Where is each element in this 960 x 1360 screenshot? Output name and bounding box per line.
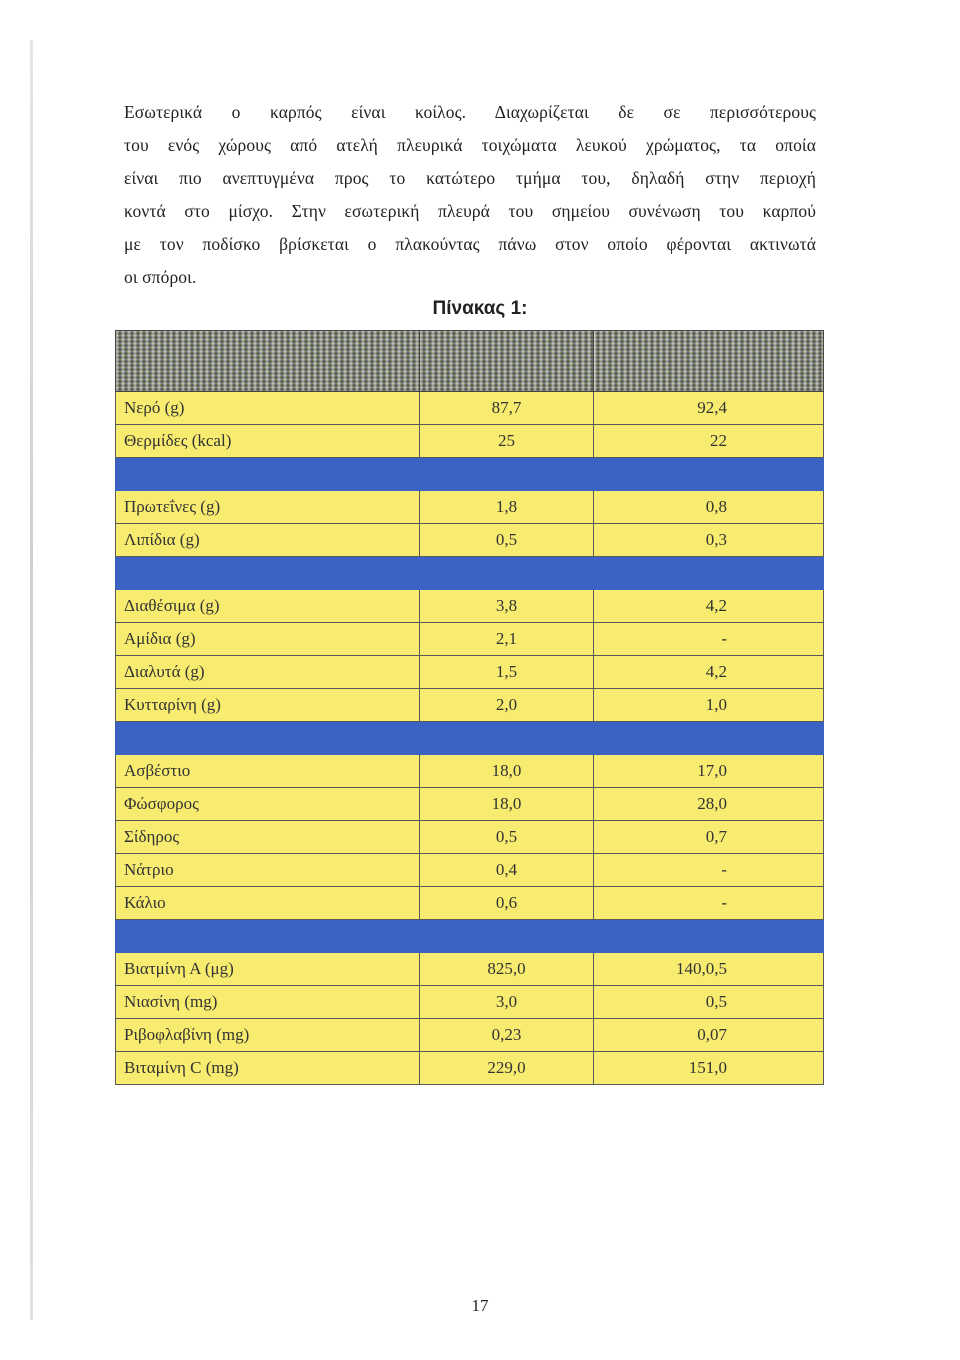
paragraph-line: κοντά στο μίσχο. Στην εσωτερική πλευρά του σημείου συνένωση του καρπού	[124, 201, 816, 221]
row-value-1: 87,7	[420, 392, 594, 425]
table-row	[116, 392, 824, 425]
row-value-1: 3,0	[420, 986, 594, 1019]
scan-edge	[30, 40, 33, 1320]
row-value-2: 151,0	[594, 1052, 824, 1085]
row-value-1: 229,0	[420, 1052, 594, 1085]
paragraph-line: με τον ποδίσκο βρίσκεται ο πλακούντας πάνω στον οποίο φέρονται ακτινωτά	[124, 234, 816, 254]
row-label: Διαλυτά (g)	[116, 656, 420, 689]
header-cell-noise	[594, 331, 824, 392]
table-row	[116, 491, 824, 524]
row-value-2: 92,4	[594, 392, 824, 425]
row-label: Βιατμίνη Α (μg)	[116, 953, 420, 986]
row-value-2: -	[594, 623, 824, 656]
row-value-2: 140,0,5	[594, 953, 824, 986]
row-value-1: 0,5	[420, 524, 594, 557]
table-row	[116, 821, 824, 854]
row-value-2: 4,2	[594, 590, 824, 623]
row-value-2: 17,0	[594, 755, 824, 788]
section-band	[116, 920, 824, 953]
table-row	[116, 788, 824, 821]
table-row	[116, 1019, 824, 1052]
row-label: Φώσφορος	[116, 788, 420, 821]
row-value-1: 2,0	[420, 689, 594, 722]
row-label: Αμίδια (g)	[116, 623, 420, 656]
row-value-2: 28,0	[594, 788, 824, 821]
table-caption: Πίνακας 1:	[432, 298, 528, 319]
row-value-1: 0,5	[420, 821, 594, 854]
row-value-2: 0,3	[594, 524, 824, 557]
row-label: Νιασίνη (mg)	[116, 986, 420, 1019]
table-row	[116, 689, 824, 722]
row-value-2: 22	[594, 425, 824, 458]
nutrition-table	[115, 330, 824, 1085]
table-row	[116, 986, 824, 1019]
table-row	[116, 623, 824, 656]
header-cell-noise	[116, 331, 420, 392]
row-label: Νερό (g)	[116, 392, 420, 425]
row-value-1: 0,23	[420, 1019, 594, 1052]
row-value-1: 18,0	[420, 788, 594, 821]
row-value-1: 18,0	[420, 755, 594, 788]
table-header-row	[116, 331, 824, 392]
section-band	[116, 722, 824, 755]
paragraph-line: οι σπόροι.	[124, 267, 197, 287]
table-row	[116, 590, 824, 623]
row-value-2: 0,5	[594, 986, 824, 1019]
section-band-cell	[116, 920, 824, 953]
section-band	[116, 557, 824, 590]
paragraph-line: του ενός χώρους από ατελή πλευρικά τοιχώματα λευκού χρώματος, τα οποία	[124, 135, 816, 155]
section-band	[116, 458, 824, 491]
table-row	[116, 1052, 824, 1085]
row-label: Κυτταρίνη (g)	[116, 689, 420, 722]
paragraph-line: Εσωτερικά ο καρπός είναι κοίλος. Διαχωρίζεται δε σε περισσότερους	[124, 102, 816, 122]
table-row	[116, 854, 824, 887]
row-label: Βιταμίνη C (mg)	[116, 1052, 420, 1085]
header-cell-noise	[420, 331, 594, 392]
table-row	[116, 524, 824, 557]
section-band-cell	[116, 458, 824, 491]
table-row	[116, 755, 824, 788]
row-value-1: 1,5	[420, 656, 594, 689]
row-value-2: -	[594, 854, 824, 887]
row-label: Νάτριο	[116, 854, 420, 887]
row-value-1: 0,6	[420, 887, 594, 920]
row-value-2: 4,2	[594, 656, 824, 689]
table-row	[116, 656, 824, 689]
row-label: Πρωτεΐνες (g)	[116, 491, 420, 524]
row-label: Ριβοφλαβίνη (mg)	[116, 1019, 420, 1052]
table-row	[116, 953, 824, 986]
row-value-1: 825,0	[420, 953, 594, 986]
row-value-2: 0,7	[594, 821, 824, 854]
row-label: Θερμίδες (kcal)	[116, 425, 420, 458]
row-value-1: 3,8	[420, 590, 594, 623]
section-band-cell	[116, 557, 824, 590]
row-label: Ασβέστιο	[116, 755, 420, 788]
row-value-2: -	[594, 887, 824, 920]
body-paragraph	[124, 96, 816, 294]
row-label: Διαθέσιμα (g)	[116, 590, 420, 623]
row-value-2: 1,0	[594, 689, 824, 722]
section-band-cell	[116, 722, 824, 755]
table-row	[116, 887, 824, 920]
row-value-1: 1,8	[420, 491, 594, 524]
row-value-1: 25	[420, 425, 594, 458]
row-label: Λιπίδια (g)	[116, 524, 420, 557]
table-row	[116, 425, 824, 458]
row-value-2: 0,07	[594, 1019, 824, 1052]
row-value-1: 0,4	[420, 854, 594, 887]
row-value-2: 0,8	[594, 491, 824, 524]
row-value-1: 2,1	[420, 623, 594, 656]
row-label: Κάλιο	[116, 887, 420, 920]
page-number: 17	[471, 1296, 489, 1315]
paragraph-line: είναι πιο ανεπτυγμένα προς το κατώτερο τμήμα του, δηλαδή στην περιοχή	[124, 168, 816, 188]
row-label: Σίδηρος	[116, 821, 420, 854]
